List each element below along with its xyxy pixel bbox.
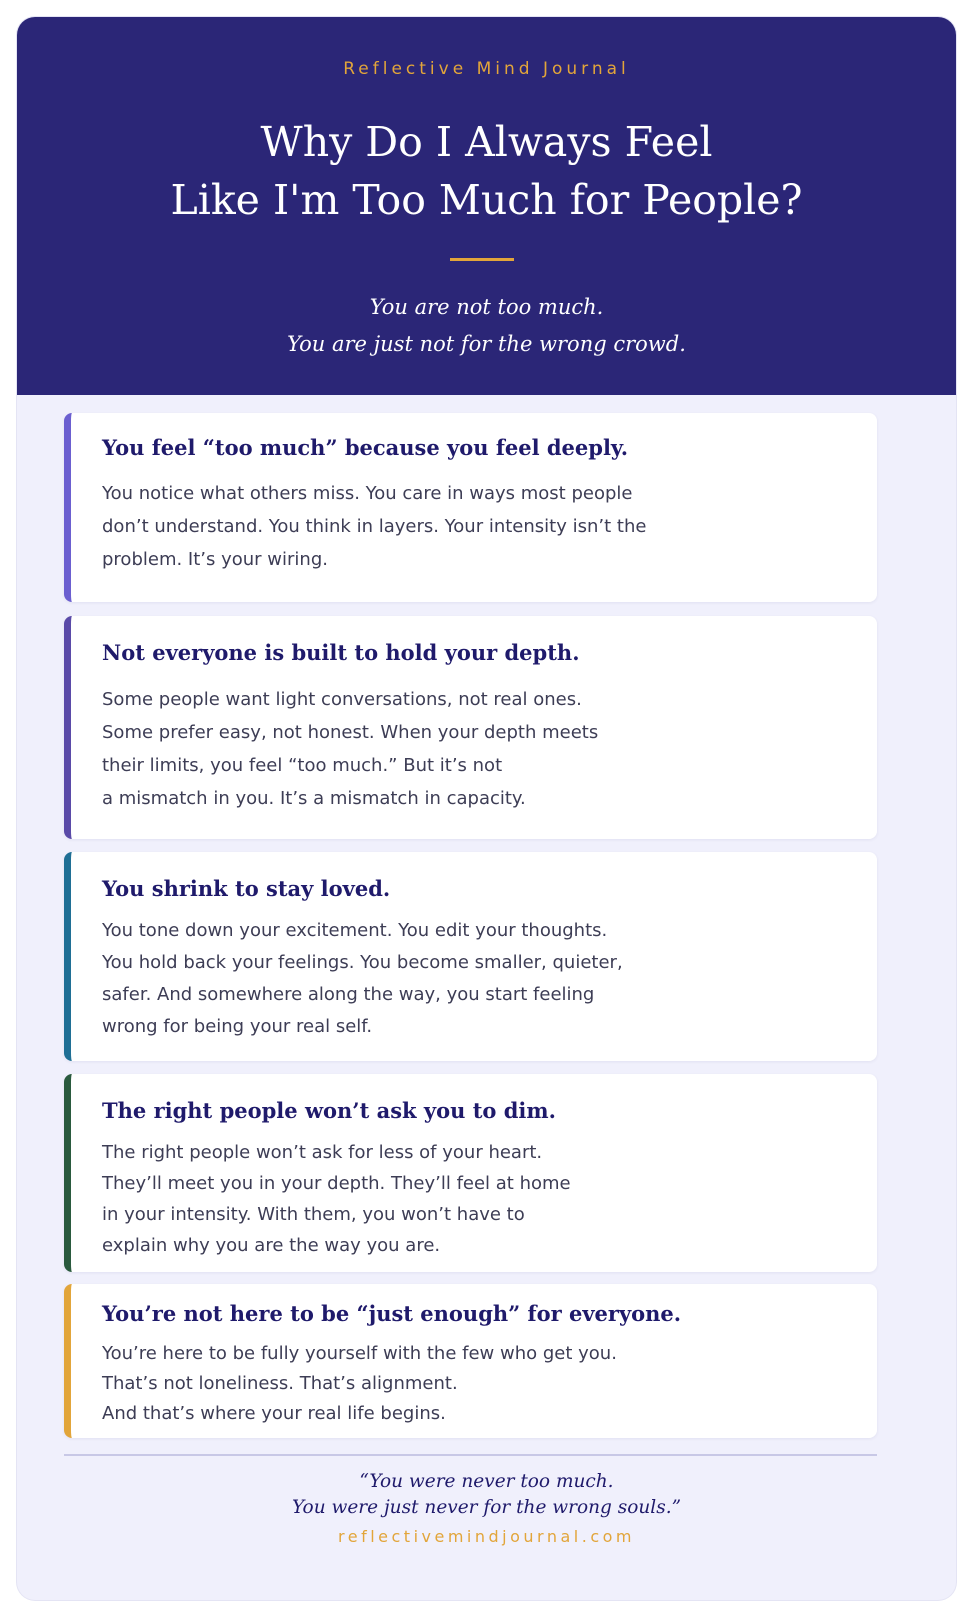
closing-quote [17,1469,956,1521]
section-4-line-1: The right people won’t ask for less of your heart. [102,1142,543,1163]
quote-line-2: You were just never for the wrong souls.” [291,1497,682,1518]
section-1-line-1: You notice what others miss. You care in ways most people [102,483,633,504]
section-heading-5: You’re not here to be “just enough” for everyone. [102,1301,682,1326]
header-banner [17,17,956,395]
subtitle-line-2: You are just not for the wrong crowd. [287,332,686,356]
section-2-line-2: Some prefer easy, not honest. When your depth meets [102,722,599,743]
website-link[interactable]: reflectivemindjournal.com [338,1527,635,1546]
section-5-line-3: And that’s where your real life begins. [102,1403,446,1424]
section-3-line-2: You hold back your feelings. You become smaller, quieter, [102,952,623,973]
section-card-1 [64,413,877,602]
section-body-5 [102,1339,802,1429]
section-heading-4: The right people won’t ask you to dim. [102,1098,556,1123]
section-4-line-2: They’ll meet you in your depth. They’ll feel at home [102,1173,571,1194]
section-4-line-3: in your intensity. With them, you won’t have to [102,1204,525,1225]
section-4-line-4: explain why you are the way you are. [102,1235,441,1256]
section-card-3 [64,852,877,1061]
title-divider [450,258,514,261]
section-5-line-1: You’re here to be fully yourself with the few who get you. [102,1343,617,1364]
page-title [17,113,956,229]
section-3-line-4: wrong for being your real self. [102,1016,373,1037]
footer-divider [64,1454,877,1456]
section-card-2 [64,616,877,839]
section-card-4 [64,1074,877,1272]
section-1-line-2: don’t understand. You think in layers. Your intensity isn’t the [102,516,647,537]
section-heading-1: You feel “too much” because you feel deeply. [102,435,629,460]
journal-card [17,17,956,1600]
section-body-2 [102,683,802,815]
quote-line-1: “You were never too much. [359,1471,614,1492]
section-1-line-3: problem. It’s your wiring. [102,549,328,570]
section-heading-2: Not everyone is built to hold your depth. [102,640,580,665]
section-2-line-4: a mismatch in you. It’s a mismatch in capacity. [102,788,526,809]
title-line-2: Like I'm Too Much for People? [170,176,803,224]
subtitle-line-1: You are not too much. [369,295,604,319]
section-body-1 [102,477,802,576]
section-body-4 [102,1137,802,1261]
section-card-5 [64,1284,877,1438]
title-line-1: Why Do I Always Feel [260,118,713,166]
section-2-line-1: Some people want light conversations, not real ones. [102,689,582,710]
section-5-line-2: That’s not loneliness. That’s alignment. [102,1373,458,1394]
section-body-3 [102,915,802,1043]
section-3-line-3: safer. And somewhere along the way, you start feeling [102,984,595,1005]
brand-name: Reflective Mind Journal [343,59,630,79]
section-2-line-3: their limits, you feel “too much.” But it’s not [102,755,503,776]
subtitle [17,289,956,363]
section-3-line-1: You tone down your excitement. You edit your thoughts. [102,920,608,941]
section-heading-3: You shrink to stay loved. [102,876,391,901]
